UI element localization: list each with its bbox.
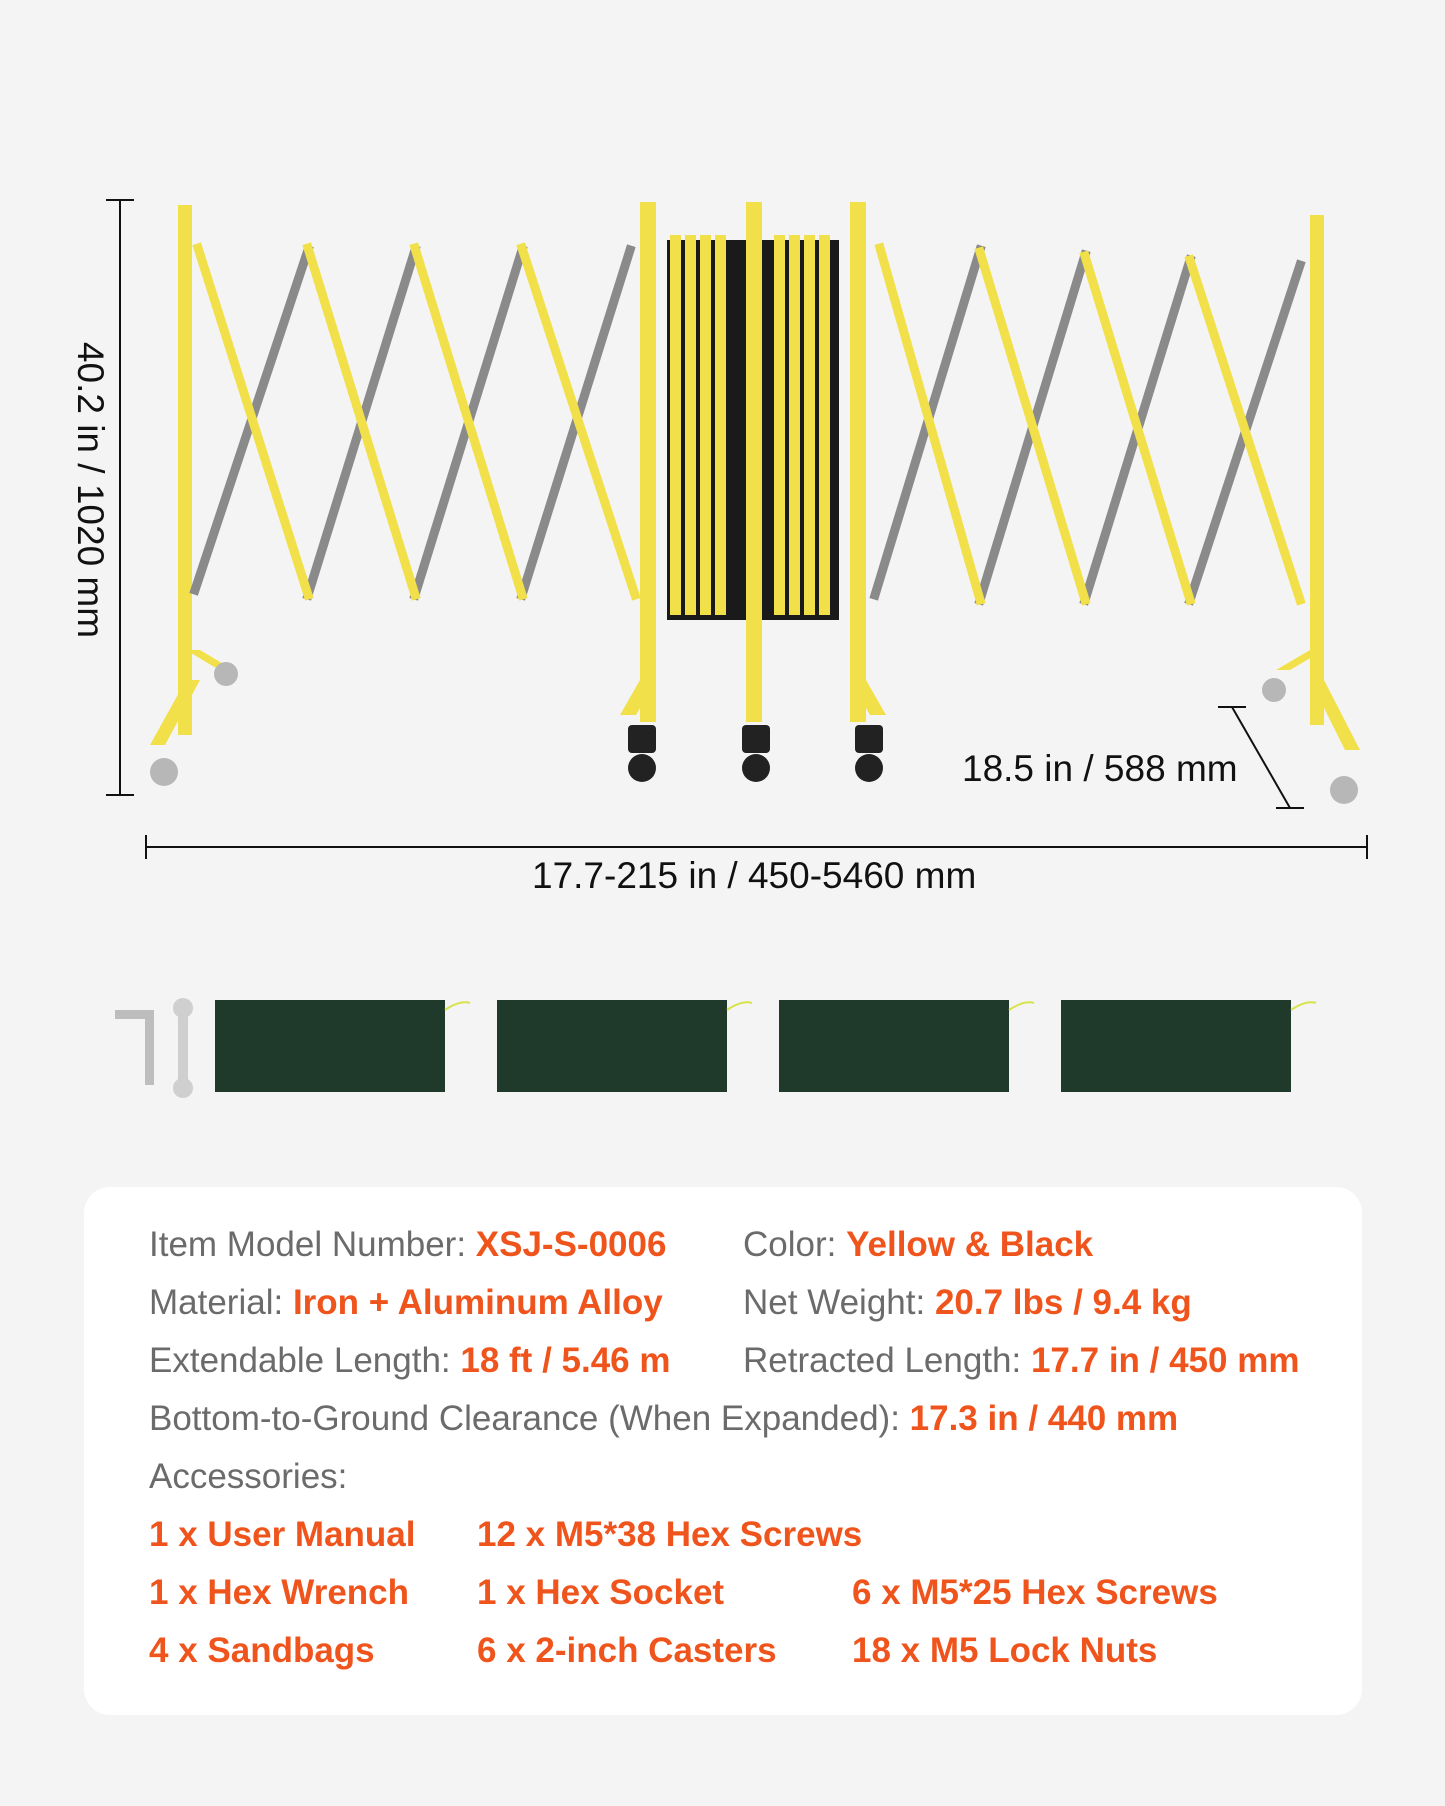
retracted-length-row (743, 1341, 1299, 1381)
width-dimension-label: 17.7-215 in / 450-5460 mm (532, 855, 977, 896)
retracted-length-value: 17.7 in / 450 mm (1030, 1341, 1300, 1380)
material-label: Material: (149, 1283, 293, 1322)
accessory-item: 1 x Hex Wrench (149, 1573, 410, 1612)
accessories-heading (149, 1457, 347, 1497)
clearance-label: Bottom-to-Ground Clearance (When Expanded): (149, 1399, 910, 1438)
model-number-value: XSJ-S-0006 (475, 1225, 667, 1264)
sandbag-icon (779, 1000, 1034, 1092)
hex-wrench-icon (115, 1010, 154, 1085)
wrench-icon (173, 998, 193, 1098)
extendable-length-label: Extendable Length: (149, 1341, 461, 1380)
clearance-row (149, 1399, 1178, 1439)
height-dimension-label: 40.2 in / 1020 mm (70, 341, 111, 639)
material-row (149, 1283, 663, 1323)
model-number-row (149, 1225, 666, 1265)
accessories-label: Accessories: (149, 1457, 348, 1496)
sandbag-icon (497, 1000, 752, 1092)
material-value: Iron + Aluminum Alloy (292, 1283, 663, 1322)
sandbag-icon (215, 1000, 470, 1092)
extendable-length-row (149, 1341, 670, 1381)
spec-card (84, 1187, 1362, 1715)
color-value: Yellow & Black (846, 1225, 1094, 1264)
sandbag-icon (1061, 1000, 1316, 1092)
model-number-label: Item Model Number: (149, 1225, 476, 1264)
color-label: Color: (743, 1225, 847, 1264)
clearance-value: 17.3 in / 440 mm (909, 1399, 1179, 1438)
net-weight-label: Net Weight: (743, 1283, 935, 1322)
net-weight-row (743, 1283, 1192, 1323)
accessory-item: 6 x 2-inch Casters (477, 1631, 777, 1670)
color-row (743, 1225, 1093, 1265)
left-lattice (195, 248, 635, 595)
accessory-item: 4 x Sandbags (149, 1631, 375, 1670)
accessory-item: 6 x M5*25 Hex Screws (852, 1573, 1218, 1612)
accessory-item: 1 x User Manual (149, 1515, 416, 1554)
right-end-post (1262, 215, 1360, 804)
retracted-length-label: Retracted Length: (743, 1341, 1031, 1380)
extendable-length-value: 18 ft / 5.46 m (460, 1341, 671, 1380)
right-lattice (875, 248, 1300, 600)
accessory-item: 1 x Hex Socket (477, 1573, 725, 1612)
depth-dimension-label: 18.5 in / 588 mm (962, 748, 1238, 789)
center-retracted-section (620, 202, 886, 782)
accessory-item: 12 x M5*38 Hex Screws (477, 1515, 863, 1554)
accessory-item: 18 x M5 Lock Nuts (852, 1631, 1158, 1670)
net-weight-value: 20.7 lbs / 9.4 kg (934, 1283, 1192, 1322)
